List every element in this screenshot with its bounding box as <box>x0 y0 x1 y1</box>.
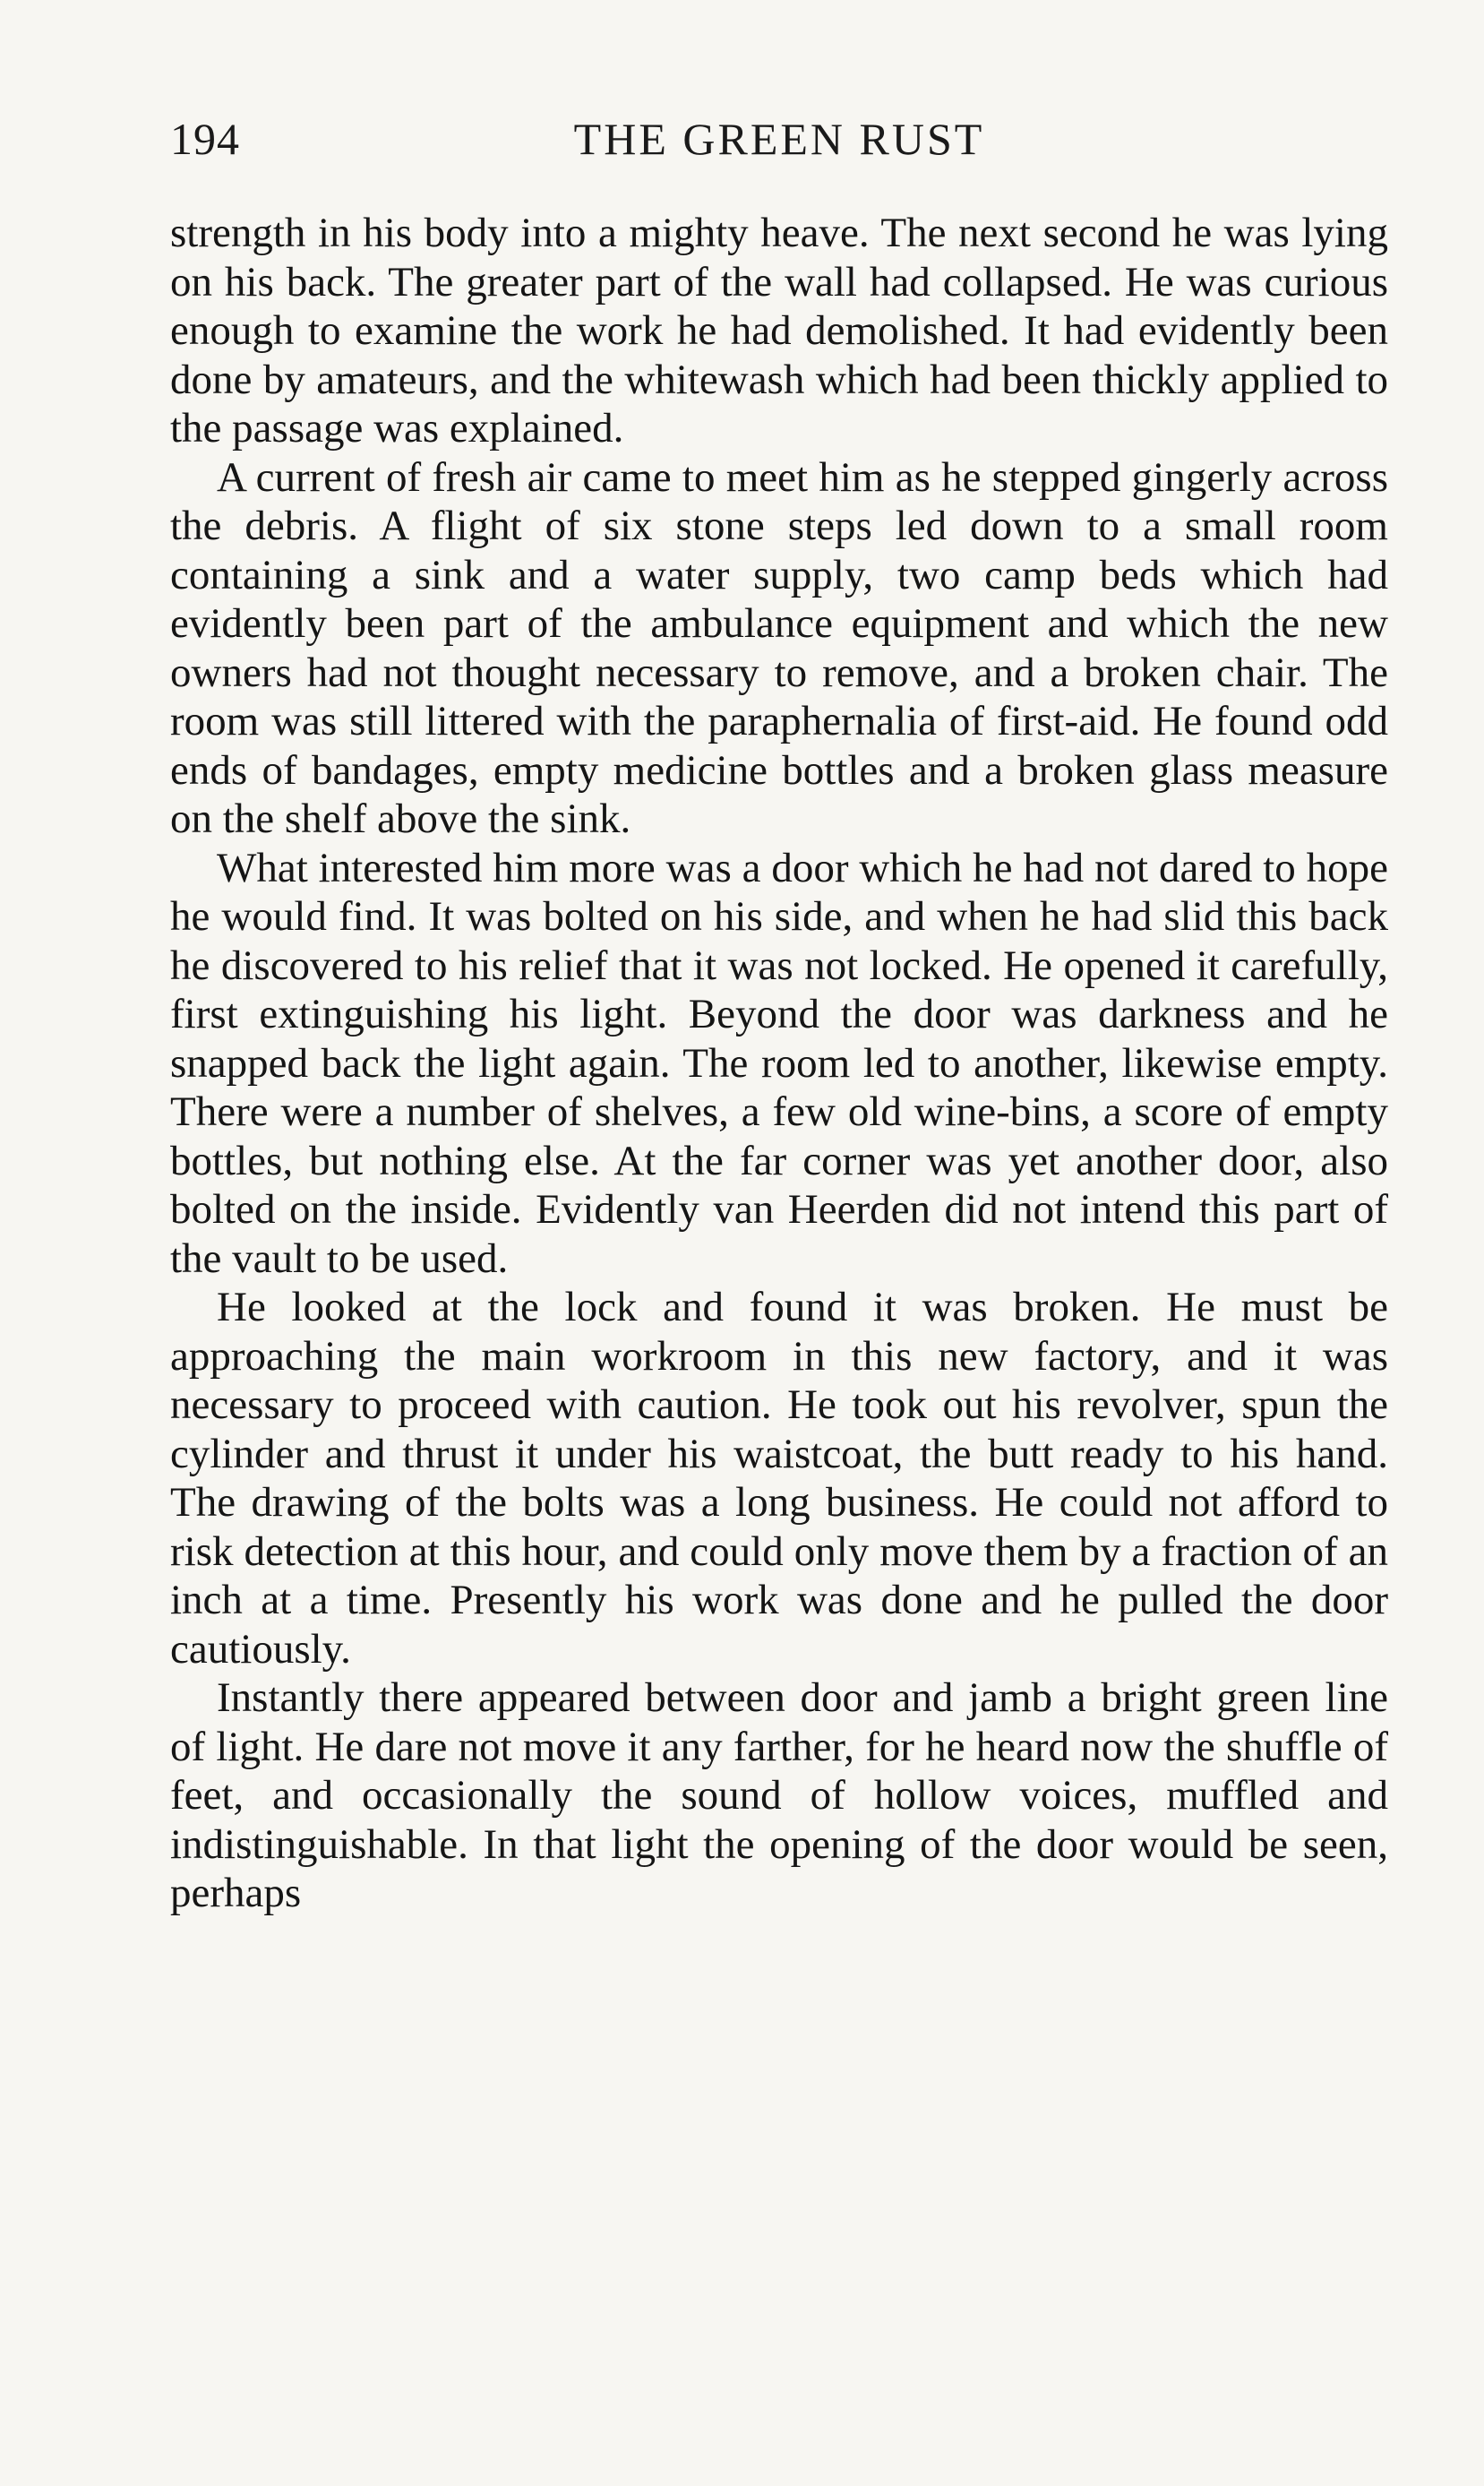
page-header <box>170 108 1388 170</box>
body-text <box>170 209 1388 1918</box>
paragraph: A current of fresh air came to meet him as he stepped gingerly across the debris. A flight of six stone steps led down to a small room containing a sink and a water supply, two camp beds which had evidently been part of the ambulance equipment and which the new owners had not thought necessary to remove, and a broken chair. The room was still littered with the paraphernalia of first-aid. He found odd ends of bandages, empty medicine bottles and a broken glass measure on the shelf above the sink. <box>170 453 1388 842</box>
running-title: THE GREEN RUST <box>573 114 985 164</box>
paragraph: He looked at the lock and found it was broken. He must be approaching the main workroom in this new factory, and it was necessary to proceed with caution. He took out his revolver, spun the cylinder and thrust it under his waistcoat, the butt ready to his hand. The drawing of the bolts was a long business. He could not afford to risk detection at this hour, and could only move them by a fraction of an inch at a time. Presently his work was done and he pulled the door cautiously. <box>170 1284 1388 1673</box>
paragraph: strength in his body into a mighty heave. The next second he was lying on his back. The greater part of the wall had collapsed. He was curious enough to examine the work he had demolished. It had evidently been done by amateurs, and the whitewash which had been thickly applied to the passage was explained. <box>170 210 1388 452</box>
page-number: 194 <box>170 114 240 164</box>
paragraph: What interested him more was a door which he had not dared to hope he would find. It was bolted on his side, and when he had slid this back he discovered to his relief that it was not locked. He opened it carefully, first extinguishing his light. Beyond the door was darkness and he snapped back the light again. The room led to another, likewise empty. There were a number of shelves, a few old wine-bins, a score of empty bottles, but nothing else. At the far corner was yet another door, also bolted on the inside. Evidently van Heerden did not intend this part of the vault to be used. <box>170 844 1388 1282</box>
paragraph: Instantly there appeared between door and jamb a bright green line of light. He dare not move it any farther, for he heard now the shuffle of feet, and occasionally the sound of hollow voices, muffled and indistinguishable. In that light the opening of the door would be seen, perhaps <box>170 1674 1388 1916</box>
